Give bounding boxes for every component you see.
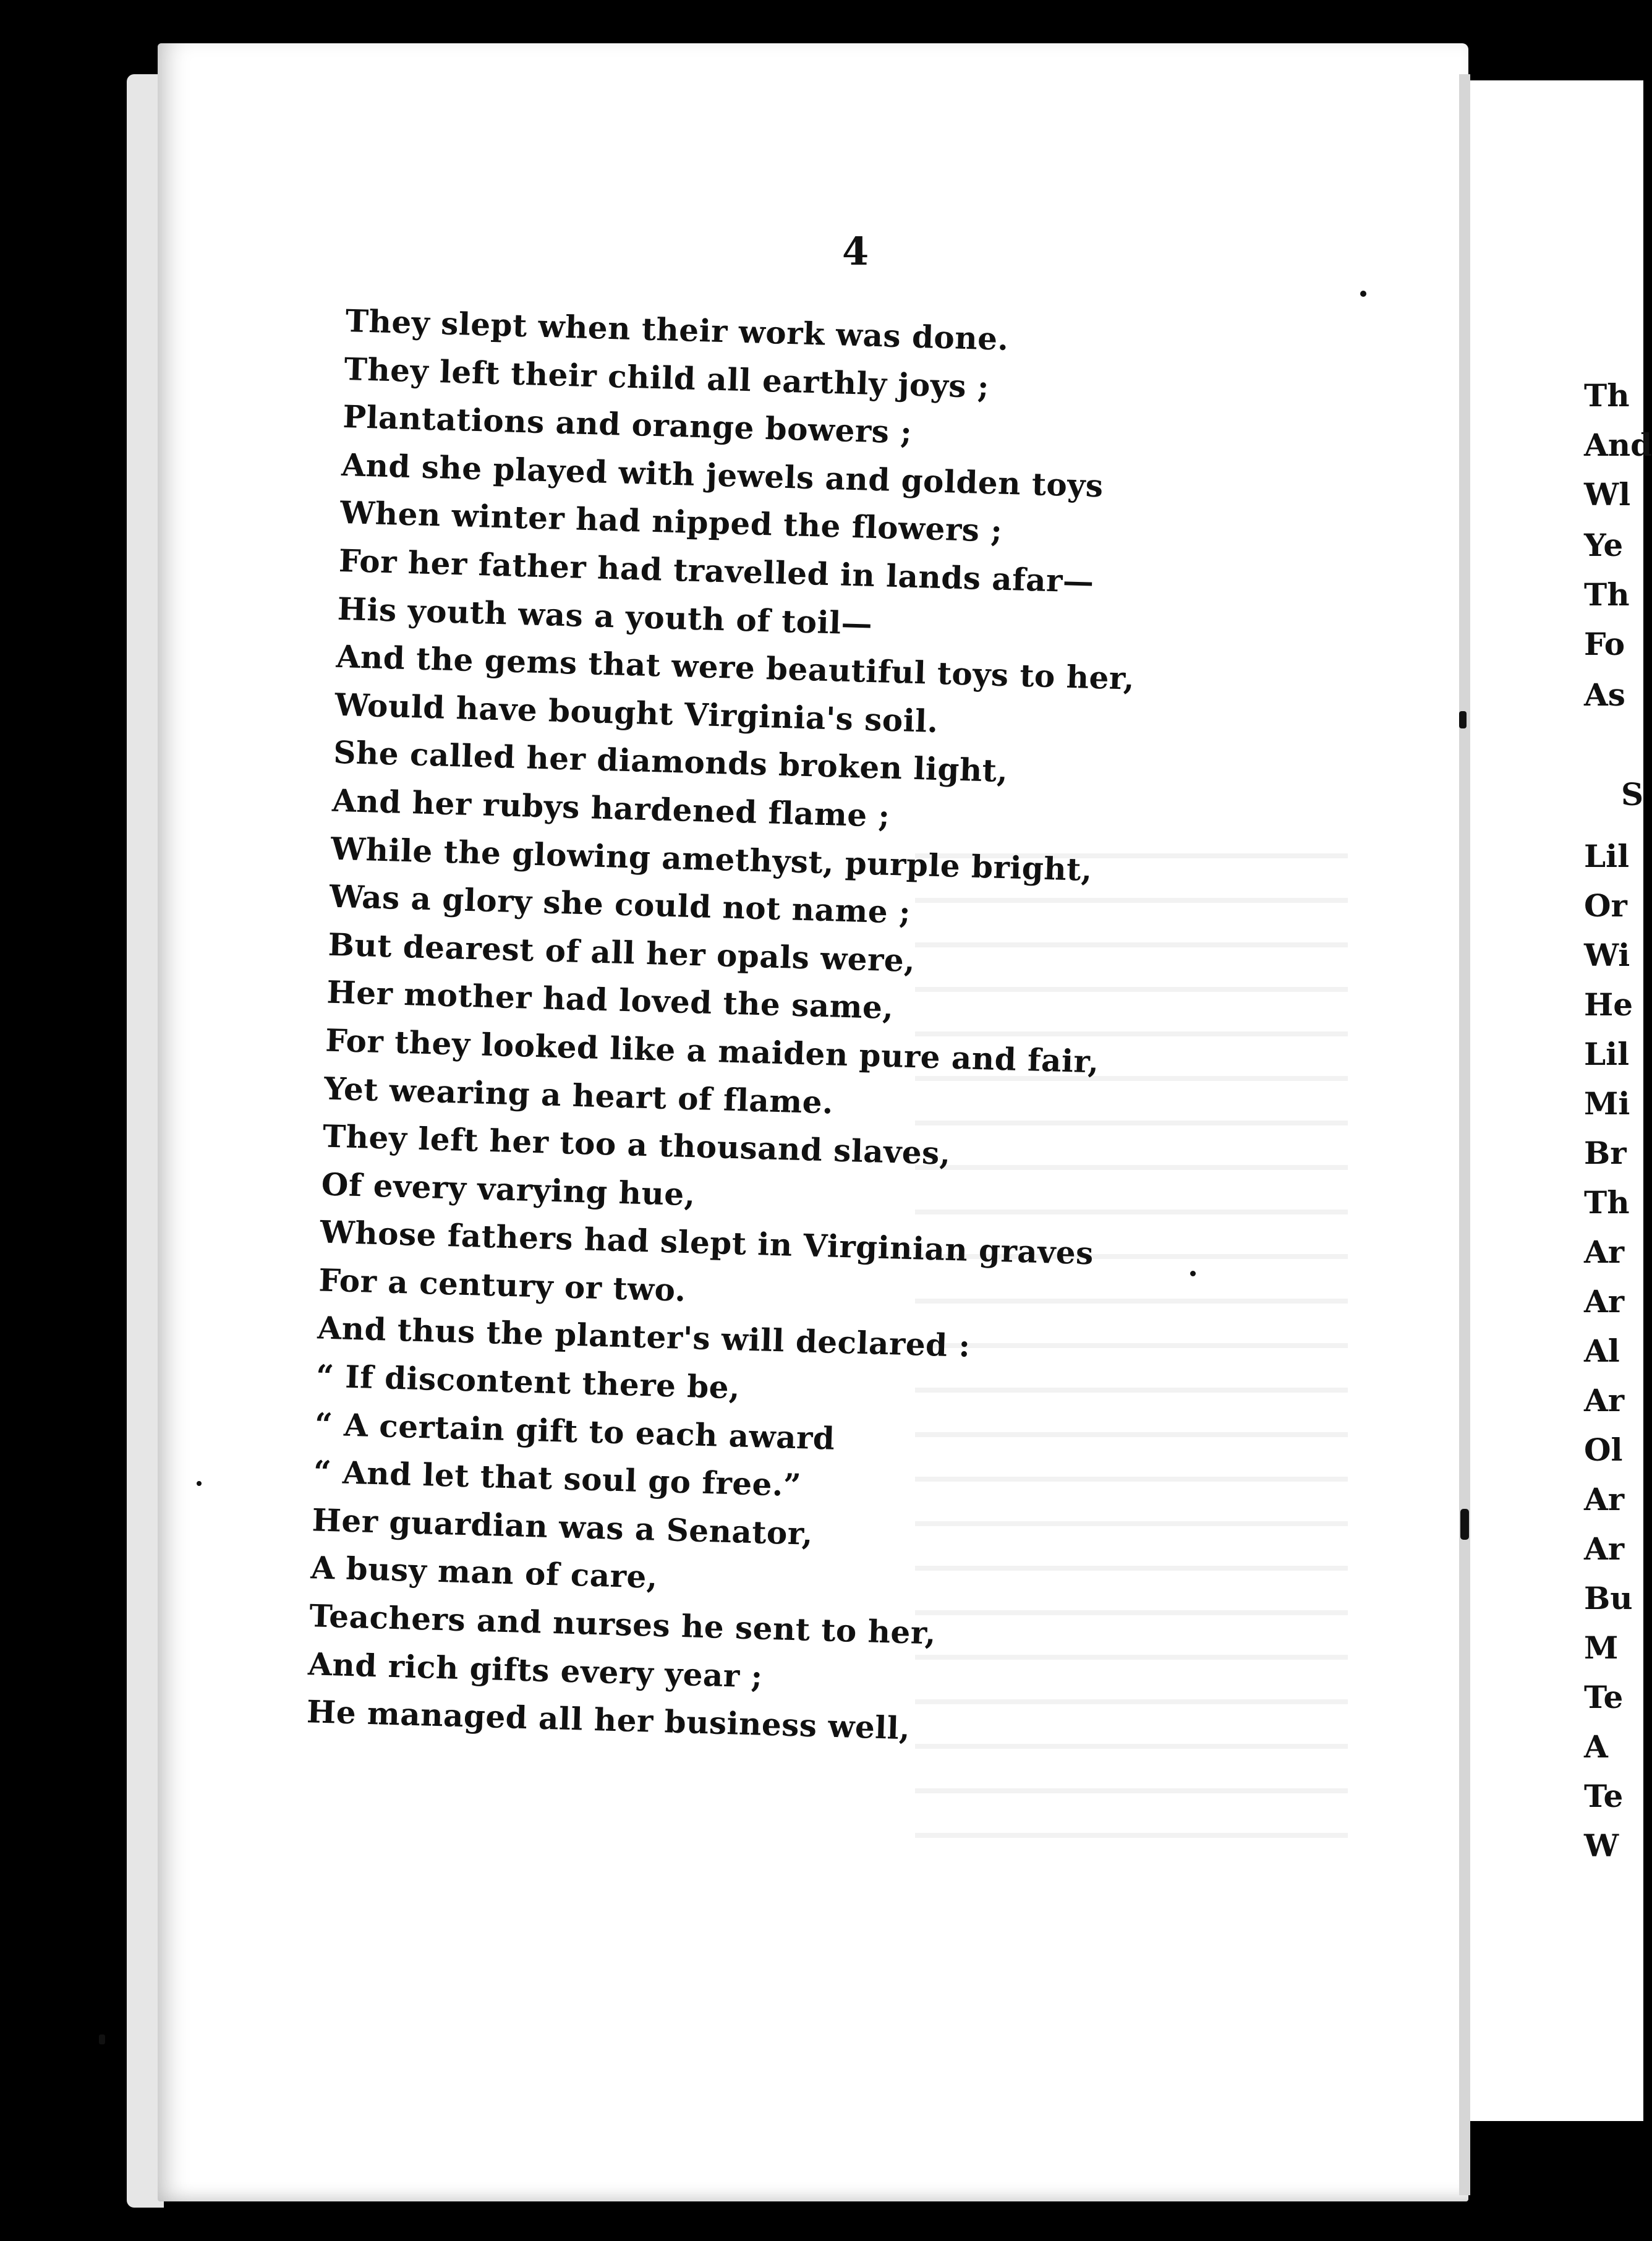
poem-line: But dearest of all her opals were, [327, 926, 916, 979]
right-page-line: M [1584, 1629, 1619, 1666]
right-page-line: He [1584, 986, 1633, 1023]
right-page-line: Wl [1584, 476, 1631, 513]
poem-line: Yet wearing a heart of flame. [323, 1070, 834, 1120]
poem-line: For her father had travelled in lands afar— [338, 542, 1095, 600]
right-page-line: Ar [1584, 1481, 1625, 1517]
right-page-line: A [1584, 1728, 1608, 1765]
page-number: 4 [842, 229, 869, 274]
poem-line: And thus the planter's will declared : [317, 1309, 971, 1365]
poem-line: Teachers and nurses he sent to her, [309, 1597, 937, 1652]
right-page-line: Bu [1584, 1580, 1633, 1616]
poem-line: “ And let that soul go free.” [313, 1453, 802, 1504]
right-page-line: Ar [1584, 1234, 1625, 1270]
right-page-line: Wi [1584, 937, 1630, 973]
right-page-line: Th [1584, 377, 1630, 414]
ink-speck [197, 1481, 202, 1486]
right-page-line: As [1584, 677, 1625, 713]
ink-speck [1460, 1509, 1469, 1540]
right-page-line: Th [1584, 1184, 1630, 1221]
poem-line: They left her too a thousand slaves, [322, 1117, 952, 1172]
right-page-line: Ar [1584, 1382, 1625, 1419]
poem-line: When winter had nipped the flowers ; [339, 494, 1003, 550]
ink-speck [1360, 291, 1366, 297]
right-page-line: W [1584, 1827, 1619, 1864]
ink-speck [1190, 1271, 1196, 1276]
poem-line: They left their child all earthly joys ; [343, 350, 990, 405]
right-page-line: Fo [1584, 626, 1625, 662]
poem-line: For a century or two. [318, 1261, 687, 1308]
ink-speck [1459, 711, 1467, 728]
poem-line: A busy man of care, [310, 1549, 658, 1596]
poem-line: “ A certain gift to each award [314, 1405, 836, 1457]
ink-speck [99, 2034, 105, 2044]
poem-line: She called her diamonds broken light, [333, 734, 1009, 790]
poem-line: Her mother had loved the same, [326, 973, 895, 1027]
poem-line: For they looked like a maiden pure and fair, [325, 1022, 1100, 1080]
page-gutter [1459, 74, 1470, 2195]
poem-line: “ If discontent there be, [315, 1357, 741, 1406]
poem-line: Of every varying hue, [321, 1166, 696, 1213]
right-page-line: Th [1584, 576, 1630, 613]
poem-text [306, 297, 1144, 1758]
poem-line: And she played with jewels and golden toys [341, 446, 1104, 505]
right-page-line: Mi [1584, 1085, 1630, 1122]
poem-line: They slept when their work was done. [345, 302, 1010, 357]
right-page-line: S [1621, 776, 1644, 813]
right-page-line: Lil [1584, 1036, 1630, 1072]
right-page-line: Ye [1584, 527, 1624, 563]
poem-line: While the glowing amethyst, purple bright, [330, 830, 1093, 888]
right-page-line: And [1584, 427, 1652, 463]
poem-line: Plantations and orange bowers ; [342, 398, 913, 451]
poem-line: Would have bought Virginia's soil. [334, 686, 939, 740]
poem-line: Was a glory she could not name ; [329, 877, 911, 931]
right-page-line: Al [1584, 1333, 1620, 1369]
right-page-line: Ol [1584, 1432, 1623, 1468]
poem-line: Her guardian was a Senator, [311, 1501, 814, 1552]
right-page-line: Te [1584, 1778, 1624, 1814]
right-page-line: Br [1584, 1135, 1627, 1171]
poem-line: And rich gifts every year ; [307, 1645, 764, 1695]
right-page-line: Ar [1584, 1283, 1625, 1320]
right-page-line: Lil [1584, 838, 1630, 874]
poem-line: His youth was a youth of toil— [337, 590, 873, 642]
right-page-line: Te [1584, 1679, 1624, 1715]
poem-line: He managed all her business well, [306, 1693, 911, 1747]
poem-line: Whose fathers had slept in Virginian graves [319, 1213, 1094, 1272]
right-page-line: Or [1584, 887, 1627, 924]
poem-line: And the gems that were beautiful toys to her, [335, 638, 1135, 697]
poem-line: And her rubys hardened flame ; [331, 782, 891, 834]
right-page-line: Ar [1584, 1530, 1625, 1567]
